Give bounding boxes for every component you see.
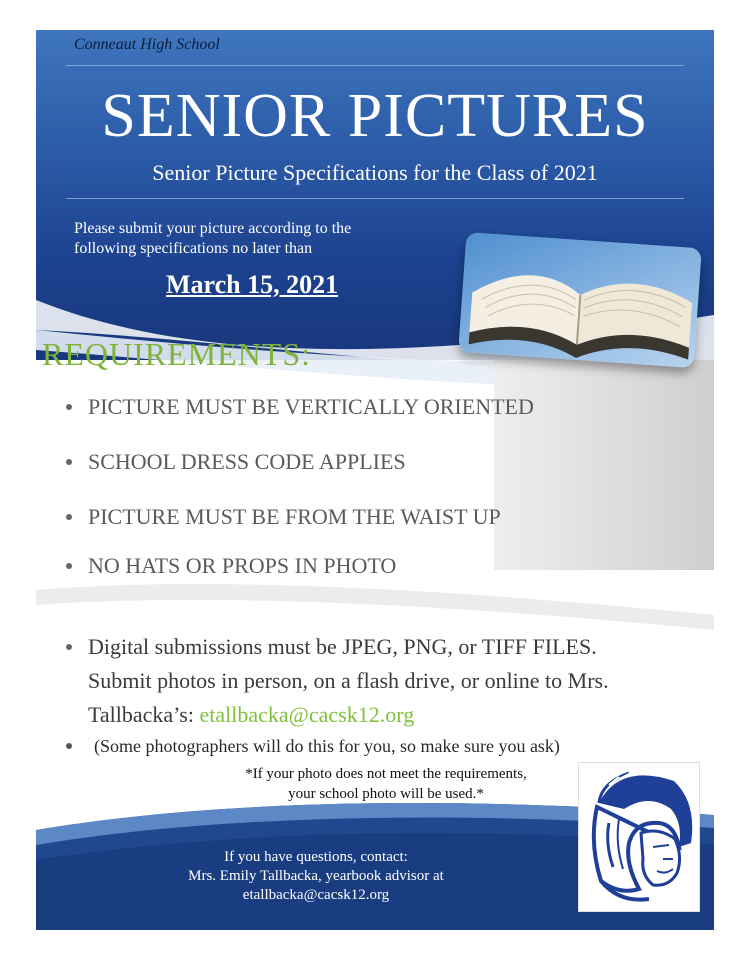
intro-line-1: Please submit your picture according to the xyxy=(74,220,352,237)
bullet-icon xyxy=(66,404,72,410)
intro-text xyxy=(74,219,404,259)
subtitle-divider xyxy=(66,198,684,199)
requirements-notice: *If your photo does not meet the requirements, your school photo will be used.* xyxy=(245,766,527,802)
requirements-heading: REQUIREMENTS: xyxy=(42,336,311,372)
list-item: PICTURE MUST BE VERTICALLY ORIENTED xyxy=(66,394,534,420)
contact-info: If you have questions, contact: Mrs. Emily Tallbacka, yearbook advisor at etallbacka@cacsk12.org xyxy=(126,848,506,905)
gray-side-panel xyxy=(494,360,714,570)
header-divider xyxy=(66,65,684,66)
email-link[interactable]: etallbacka@cacsk12.org xyxy=(199,702,415,727)
bullet-icon xyxy=(66,743,72,749)
flyer-page xyxy=(36,30,714,930)
page-title: SENIOR PICTURES xyxy=(101,82,649,150)
photographers-note: (Some photographers will do this for you, so make sure you ask) xyxy=(66,736,560,757)
school-name: Conneaut High School xyxy=(74,36,220,53)
deadline-date: March 15, 2021 xyxy=(166,270,339,299)
spartan-helmet-icon xyxy=(578,762,700,912)
open-book-icon xyxy=(458,232,702,368)
list-item: SCHOOL DRESS CODE APPLIES xyxy=(66,449,406,475)
submission-line-2: Submit photos in person, on a flash drive, or online to Mrs. xyxy=(88,668,609,693)
submission-line-3: Tallbacka’s: xyxy=(88,702,200,727)
submission-line-1: Digital submissions must be JPEG, PNG, or TIFF FILES. xyxy=(88,634,597,659)
bullet-icon xyxy=(66,514,72,520)
bullet-icon xyxy=(66,644,72,650)
list-item: PICTURE MUST BE FROM THE WAIST UP xyxy=(66,504,501,530)
bullet-icon xyxy=(66,563,72,569)
list-item: NO HATS OR PROPS IN PHOTO xyxy=(66,553,396,579)
contact-email: etallbacka@cacsk12.org xyxy=(242,887,390,903)
bullet-icon xyxy=(66,459,72,465)
submission-instructions xyxy=(66,630,706,732)
page-subtitle: Senior Picture Specifications for the Class of 2021 xyxy=(152,160,598,185)
intro-line-2: following specifications no later than xyxy=(74,240,313,257)
